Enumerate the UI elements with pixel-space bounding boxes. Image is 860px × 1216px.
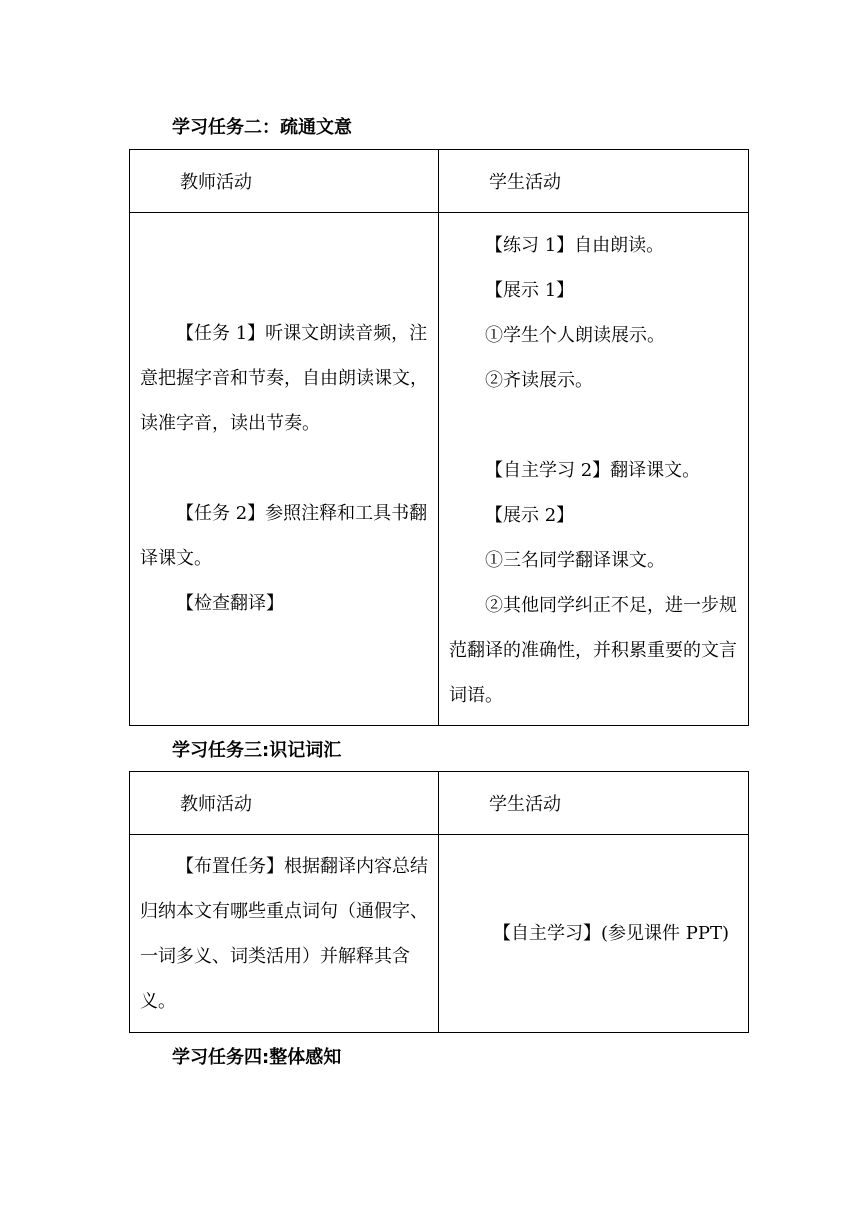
task2-teacher-header: 教师活动 — [130, 150, 439, 213]
task2-header-row — [130, 150, 749, 213]
task2-student-line: 【练习 1】自由朗读。 — [485, 235, 665, 256]
task2-student-line: 【自主学习 2】翻译课文。 — [485, 460, 701, 481]
task2-student-cell — [439, 213, 749, 726]
task2-student-line: ①三名同学翻译课文。 — [485, 550, 665, 571]
task3-body-row — [130, 835, 749, 1033]
task2-teacher-check: 【检查翻译】 — [176, 593, 284, 614]
task3-student-text: 【自主学习】(参见课件 PPT) — [493, 923, 729, 944]
task2-student-line: ②齐读展示。 — [485, 370, 593, 391]
task3-student-cell — [439, 835, 749, 1033]
task3-table — [129, 771, 749, 1033]
task3-heading: 学习任务三:识记词汇 — [172, 740, 342, 761]
task2-student-line: 【展示 2】 — [485, 505, 575, 526]
task3-teacher-task: 【布置任务】根据翻译内容总结归纳本文有哪些重点词句（通假字、一词多义、词类活用）并解释其含义。 — [140, 856, 428, 1012]
task2-student-line: ②其他同学纠正不足，进一步规范翻译的准确性，并积累重要的文言词语。 — [449, 595, 737, 706]
task2-student-line: ①学生个人朗读展示。 — [485, 325, 665, 346]
task2-table — [129, 149, 749, 726]
task2-body-row — [130, 213, 749, 726]
task4-heading: 学习任务四:整体感知 — [172, 1047, 342, 1068]
task2-teacher-task1: 【任务 1】听课文朗读音频，注意把握字音和节奏，自由朗读课文，读准字音，读出节奏。 — [140, 323, 428, 434]
task2-heading: 学习任务二：疏通文意 — [172, 117, 352, 138]
task2-student-header: 学生活动 — [439, 150, 749, 213]
task3-student-header: 学生活动 — [439, 772, 749, 835]
task2-student-line: 【展示 1】 — [485, 280, 575, 301]
task3-teacher-cell — [130, 835, 439, 1033]
task2-teacher-task2: 【任务 2】参照注释和工具书翻译课文。 — [140, 503, 428, 569]
task3-teacher-header: 教师活动 — [130, 772, 439, 835]
task2-teacher-cell — [130, 213, 439, 726]
task3-header-row — [130, 772, 749, 835]
